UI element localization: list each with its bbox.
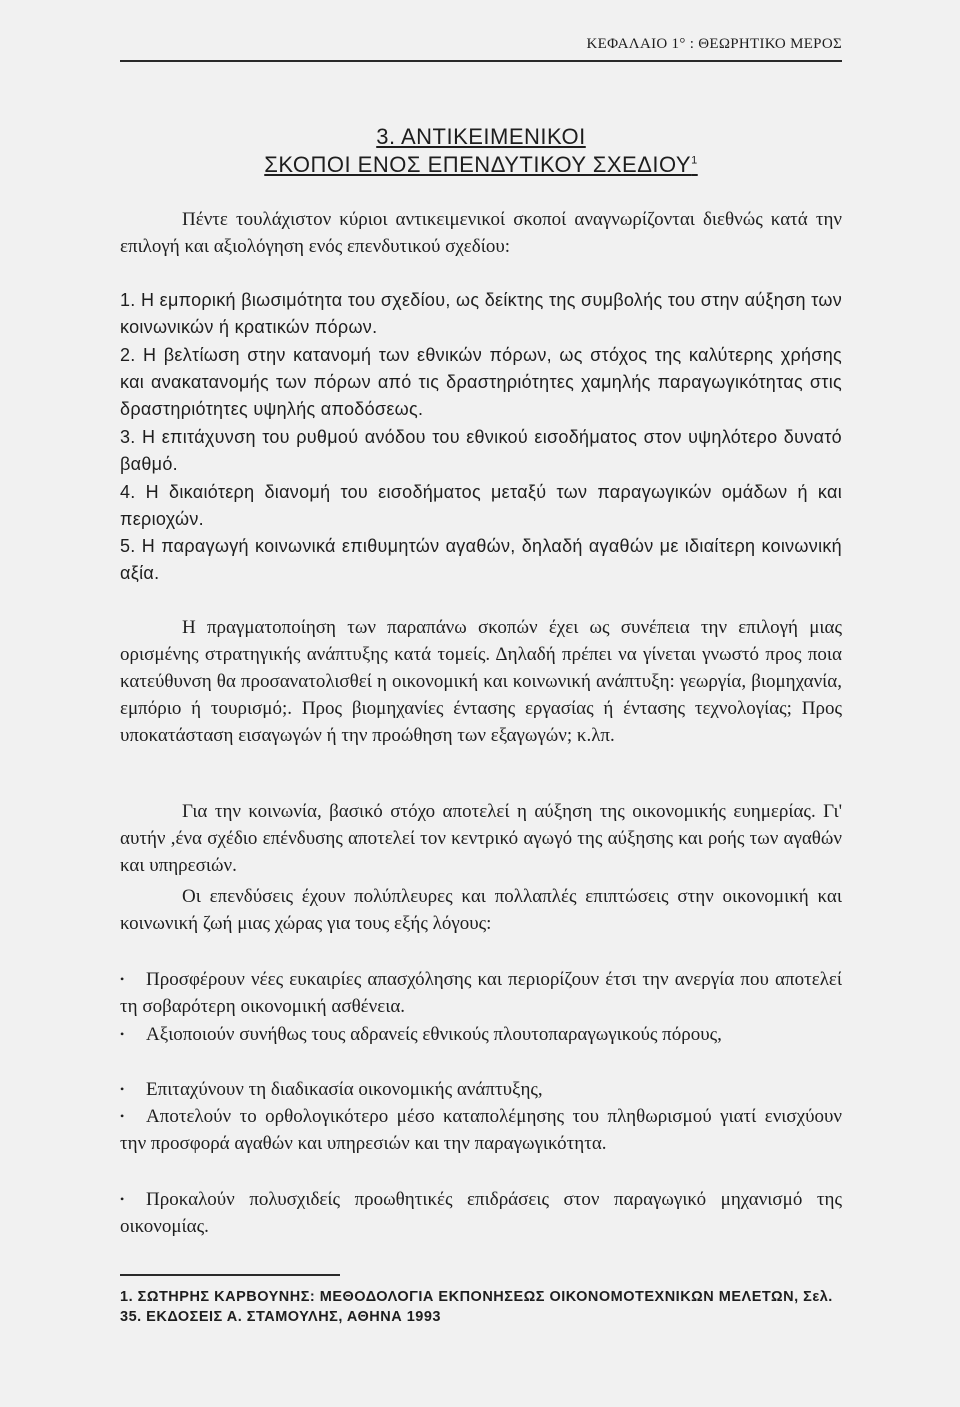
section-title-text: ΣΚΟΠΟΙ ΕΝΟΣ ΕΠΕΝΔΥΤΙΚΟΥ ΣΧΕΔΙΟΥ <box>264 152 692 177</box>
reason-item <box>120 1103 842 1157</box>
reason-text: Αξιοποιούν συνήθως τους αδρανείς εθνικούς πλουτοπαραγωγικούς πόρους, <box>146 1024 722 1045</box>
bullet-icon: • <box>120 972 125 986</box>
bullet-icon: • <box>120 1082 125 1096</box>
footnote: 1. ΣΩΤΗΡΗΣ ΚΑΡΒΟΥΝΗΣ: ΜΕΘΟΔΟΛΟΓΙΑ ΕΚΠΟΝΗΣΕΩΣ ΟΙΚΟΝΟΜΟΤΕΧΝΙΚΩΝ ΜΕΛΕΤΩΝ, Σελ. 35. ΕΚΔΟΣΕΙΣ Α. ΣΤΑΜΟΥΛΗΣ, ΑΘΗΝΑ 1993 <box>120 1289 833 1325</box>
reason-item <box>120 966 842 1020</box>
header-rule <box>120 60 842 62</box>
running-header: ΚΕΦΑΛΑΙΟ 1° : ΘΕΩΡΗΤΙΚΟ ΜΕΡΟΣ <box>586 36 842 52</box>
reason-item <box>120 1076 842 1103</box>
footnote-reference: 1 <box>691 154 698 167</box>
objective-5: 5. Η παραγωγή κοινωνικά επιθυμητών αγαθών, δηλαδή αγαθών με ιδιαίτερη κοινωνική αξία. <box>120 536 842 583</box>
objective-2: 2. Η βελτίωση στην κατανομή των εθνικών πόρων, ως στόχος της καλύτερης χρήσης και ανακατανομής των πόρων από τις δραστηριότητες χαμηλής παραγωγικότητας στις δραστηριότητες υψηλής αποδόσεως. <box>120 345 842 419</box>
footnote-rule <box>120 1274 340 1276</box>
reason-text: Επιταχύνουν τη διαδικασία οικονομικής ανάπτυξης, <box>146 1079 543 1100</box>
society-paragraph: Για την κοινωνία, βασικό στόχο αποτελεί η αύξηση της οικονομικής ευημερίας. Γι' αυτήν ,ένα σχέδιο επένδυσης αποτελεί τον κεντρικό αγωγό της αύξησης και ροής των αγαθών και υπηρεσιών. <box>120 801 842 876</box>
reason-text: Αποτελούν το ορθολογικότερο μέσο καταπολέμησης του πληθωρισμού γιατί ενισχύουν την προσφορά αγαθών και υπηρεσιών και την παραγωγικότητα. <box>120 1106 842 1154</box>
reason-text: Προσφέρουν νέες ευκαιρίες απασχόλησης και περιορίζουν έτσι την ανεργία που αποτελεί τη σοβαρότερη οικονομική ασθένεια. <box>120 969 842 1017</box>
reason-text: Προκαλούν πολυσχιδείς προωθητικές επιδράσεις στον παραγωγικό μηχανισμό της οικονομίας. <box>120 1189 842 1237</box>
bullet-icon: • <box>120 1109 125 1123</box>
bullet-icon: • <box>120 1192 125 1206</box>
intro-paragraph: Πέντε τουλάχιστον κύριοι αντικειμενικοί σκοποί αναγνωρίζονται διεθνώς κατά την επιλογή και αξιολόγηση ενός επενδυτικού σχεδίου: <box>120 209 842 257</box>
section-title-line1: 3. ΑΝΤΙΚΕΙΜΕΝΙΚΟΙ <box>376 124 586 149</box>
section-title-line2 <box>120 152 842 178</box>
effects-paragraph: Οι επενδύσεις έχουν πολύπλευρες και πολλαπλές επιπτώσεις στην οικονομική και κοινωνική ζωή μιας χώρας για τους εξής λόγους: <box>120 886 842 934</box>
objective-4: 4. Η δικαιότερη διανομή του εισοδήματος μεταξύ των παραγωγικών ομάδων ή και περιοχών. <box>120 482 842 529</box>
reason-item <box>120 1021 842 1048</box>
objective-3: 3. Η επιτάχυνση του ρυθμού ανόδου του εθνικού εισοδήματος στον υψηλότερο δυνατό βαθμό. <box>120 427 842 474</box>
reason-item <box>120 1186 842 1240</box>
objective-1: 1. Η εμπορική βιωσιμότητα του σχεδίου, ως δείκτης της συμβολής του στην αύξηση των κοινωνικών ή κρατικών πόρων. <box>120 290 842 337</box>
realization-paragraph: Η πραγματοποίηση των παραπάνω σκοπών έχει ως συνέπεια την επιλογή μιας ορισμένης στρατηγικής ανάπτυξης κατά τομείς. Δηλαδή πρέπει να γίνεται γνωστό προς ποια κατεύθυνση θα προσανατολισθεί η οικονομική και κοινωνική ανάπτυξη: γεωργία, βιομηχανία, εμπόριο ή τουρισμό;. Προς βιομηχανίες έντασης εργασίας ή έντασης τεχνολογίας; Προς υποκατάσταση εισαγωγών ή την προώθηση των εξαγωγών; κ.λπ. <box>120 617 842 746</box>
bullet-icon: • <box>120 1027 125 1041</box>
